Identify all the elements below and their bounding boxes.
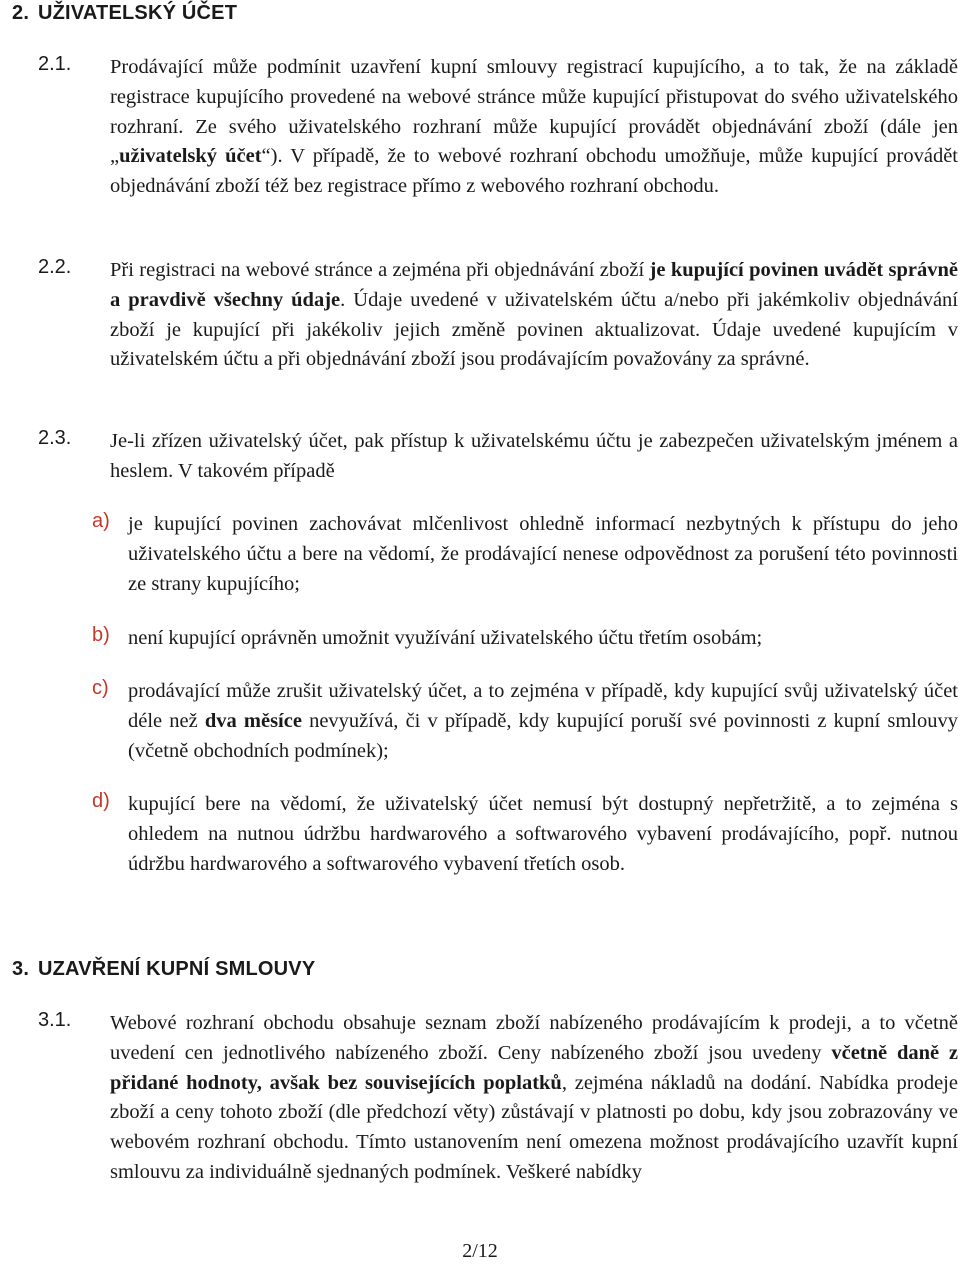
item-letter: d)	[92, 790, 110, 812]
clause-text	[110, 256, 958, 375]
item-text: není kupující oprávněn umožnit využívání uživatelského účtu třetím osobám;	[128, 627, 763, 649]
emphasis-text: je kupující povinen uvádět správně a pravdivě všechny údaje	[110, 259, 958, 311]
list-item-d	[0, 790, 960, 879]
defined-term: uživatelský účet	[119, 145, 262, 168]
section-title: UŽIVATELSKÝ ÚČET	[38, 2, 238, 24]
clause-number: 2.2.	[38, 256, 72, 278]
clause-text	[110, 53, 958, 202]
page-number: 2/12	[462, 1240, 498, 1262]
clause-text-part: Prodávající může podmínit uzavření kupní smlouvy registrací kupujícího, a to tak, že na základě registrace kupujícího provedené na webové stránce může kupující přistupovat do svého uživatelského rozhraní. Ze svého uživatelského rozhraní může kupující provádět objednávání zboží (dále jen „	[110, 56, 958, 168]
clause-text-part: Webové rozhraní obchodu obsahuje seznam zboží nabízeného prodávajícím k prodeji, a to včetně uvedení cen jednotlivého nabízeného zboží. Ceny nabízeného zboží jsou uvedeny	[110, 1012, 958, 1064]
clause-text-part: . Údaje uvedené v uživatelském účtu a/nebo při jakémkoliv objednávání zboží je kupující při jakékoliv jejich změně povinen aktualizovat. Údaje uvedené kupujícím v uživatelském účtu a při objednávání zboží jsou prodávajícím považovány za správné.	[110, 288, 958, 371]
section-title: UZAVŘENÍ KUPNÍ SMLOUVY	[38, 958, 316, 980]
clause-text-part: “). V případě, že to webové rozhraní obchodu umožňuje, může kupující provádět objednávání zboží též bez registrace přímo z webového rozhraní obchodu.	[110, 145, 958, 198]
item-letter: a)	[92, 510, 110, 532]
section-2-heading	[12, 2, 237, 25]
clause-2-3	[0, 427, 960, 487]
clause-text-part: Při registraci na webové stránce a zejména při objednávání zboží	[110, 259, 650, 281]
clause-number: 2.3.	[38, 427, 72, 449]
clause-text: Je-li zřízen uživatelský účet, pak přístup k uživatelskému účtu je zabezpečen uživatelským jménem a heslem. V takovém případě	[110, 430, 958, 482]
list-item-a	[0, 510, 960, 599]
emphasis-text: dva měsíce	[204, 709, 302, 732]
item-text	[128, 677, 958, 766]
emphasis-text: včetně daně z přidané hodnoty, avšak bez souvisejících poplatků	[110, 1041, 958, 1094]
item-text-part: nevyužívá, či v případě, kdy kupující poruší své povinnosti z kupní smlouvy (včetně obchodních podmínek);	[128, 709, 958, 762]
item-letter: b)	[92, 624, 110, 646]
clause-text	[110, 1009, 958, 1188]
item-text-part: prodávající může zrušit uživatelský účet, a to zejména v případě, kdy kupující svůj uživatelský účet déle než	[128, 680, 958, 732]
item-letter: c)	[92, 677, 109, 699]
section-number: 3.	[12, 958, 30, 980]
list-item-b	[0, 624, 960, 654]
section-number: 2.	[12, 2, 30, 24]
clause-2-2	[0, 256, 960, 375]
item-text: je kupující povinen zachovávat mlčenlivost ohledně informací nezbytných k přístupu do jeho uživatelského účtu a bere na vědomí, že prodávající nenese odpovědnost za porušení této povinnosti ze strany kupujícího;	[128, 513, 958, 595]
clause-text-part: , zejména nákladů na dodání. Nabídka prodeje zboží a ceny tohoto zboží (dle předchozí věty) zůstávají v platnosti po dobu, kdy jsou zobrazovány ve webovém rozhraní obchodu. Tímto ustanovením není omezena možnost prodávajícího uzavřít kupní smlouvu za individuálně sjednaných podmínek. Veškeré nabídky	[110, 1071, 958, 1183]
section-3-heading	[12, 958, 315, 981]
clause-number: 3.1.	[38, 1009, 72, 1031]
clause-2-1	[0, 53, 960, 202]
clause-3-1	[0, 1009, 960, 1188]
clause-number: 2.1.	[38, 53, 72, 75]
item-text: kupující bere na vědomí, že uživatelský účet nemusí být dostupný nepřetržitě, a to zejména s ohledem na nutnou údržbu hardwarového a softwarového vybavení prodávajícího, popř. nutnou údržbu hardwarového a softwarového vybavení třetích osob.	[128, 793, 958, 875]
list-item-c	[0, 677, 960, 766]
